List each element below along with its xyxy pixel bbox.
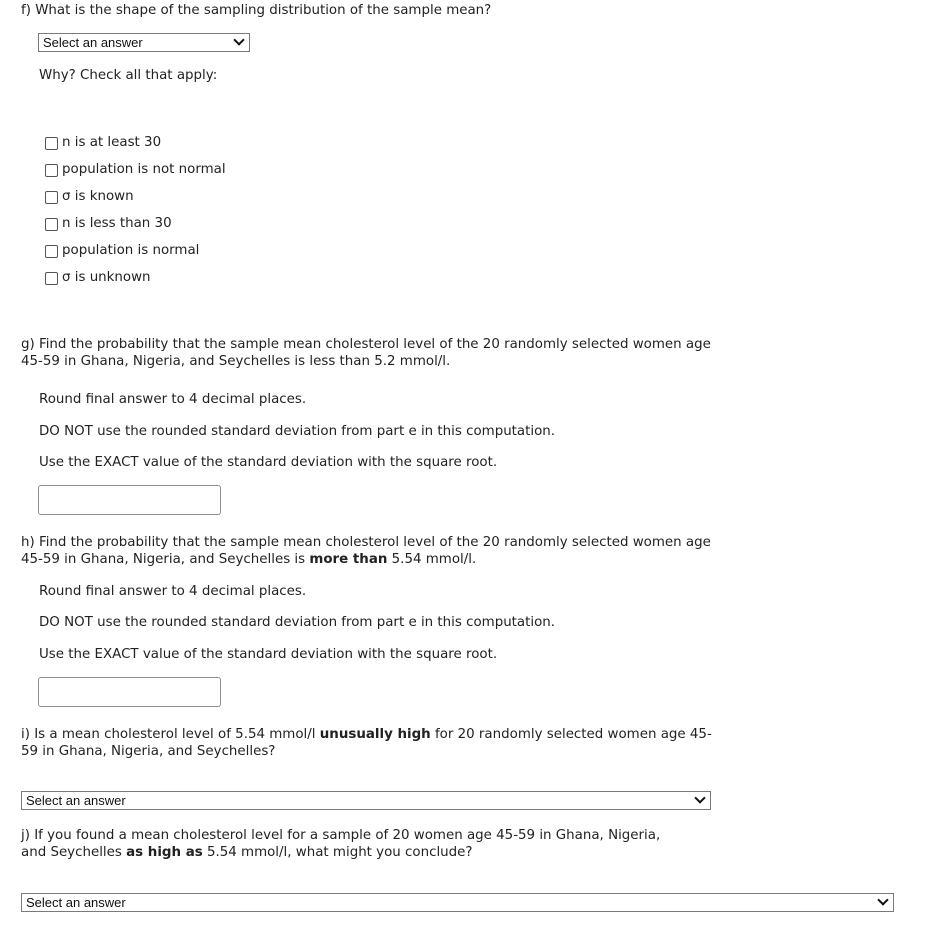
question-i	[21, 726, 716, 760]
checkbox-label: n is at least 30	[62, 135, 162, 150]
question-f: f) What is the shape of the sampling distribution of the sample mean?	[21, 3, 492, 18]
checkbox-label: σ is known	[62, 189, 134, 204]
checkbox-row[interactable]	[45, 270, 151, 286]
question-h	[21, 534, 716, 568]
shape-select-value: Select an answer	[43, 35, 143, 50]
answer-input-h[interactable]	[38, 677, 221, 707]
question-i-text-end: for 20 randomly selected women age 45-59 in Ghana, Nigeria, and Seychelles?	[21, 727, 712, 759]
unusual-select[interactable]	[21, 791, 711, 810]
checkbox-label: n is less than 30	[62, 216, 172, 231]
chevron-down-icon	[694, 792, 705, 803]
question-i-emphasis: unusually high	[319, 727, 431, 742]
checkbox-row[interactable]	[45, 216, 172, 232]
conclusion-select-value: Select an answer	[26, 895, 126, 910]
checkbox-n-at-least-30[interactable]	[45, 137, 58, 150]
checkbox-population-not-normal[interactable]	[45, 164, 58, 177]
checkbox-row[interactable]	[45, 162, 226, 178]
question-h-text-end: 5.54 mmol/l.	[387, 552, 477, 567]
shape-select[interactable]	[38, 33, 250, 52]
question-j	[21, 827, 681, 861]
question-j-emphasis: as high as	[126, 845, 203, 860]
question-g: g) Find the probability that the sample mean cholesterol level of the 20 randomly selected women age 45-59 in Ghana, Nigeria, and Seychelles is less than 5.2 mmol/l.	[21, 337, 711, 369]
exact-sd-note: Use the EXACT value of the standard deviation with the square root.	[39, 455, 498, 470]
rounded-sd-warning: DO NOT use the rounded standard deviation from part e in this computation.	[39, 424, 556, 439]
why-label: Why? Check all that apply:	[39, 68, 218, 83]
round-note: Round final answer to 4 decimal places.	[39, 584, 307, 599]
checkbox-label: σ is unknown	[62, 270, 151, 285]
question-j-text: j) If you found a mean cholesterol level for a sample of 20 women age 45-59 in Ghana, Nigeria, and Seychelles	[21, 828, 661, 860]
rounded-sd-warning: DO NOT use the rounded standard deviation from part e in this computation.	[39, 615, 556, 630]
checkbox-label: population is not normal	[62, 162, 226, 177]
question-h-text: h) Find the probability that the sample mean cholesterol level of the 20 randomly selected women age 45-59 in Ghana, Nigeria, and Seychelles is	[21, 535, 711, 567]
chevron-down-icon	[233, 34, 244, 45]
conclusion-select[interactable]	[21, 893, 894, 912]
checkbox-row[interactable]	[45, 189, 134, 205]
round-note: Round final answer to 4 decimal places.	[39, 392, 307, 407]
checkbox-sigma-unknown[interactable]	[45, 272, 58, 285]
checkbox-label: population is normal	[62, 243, 200, 258]
chevron-down-icon	[877, 894, 888, 905]
checkbox-n-less-than-30[interactable]	[45, 218, 58, 231]
checkbox-population-normal[interactable]	[45, 245, 58, 258]
question-h-emphasis: more than	[309, 552, 388, 567]
unusual-select-value: Select an answer	[26, 793, 126, 808]
question-j-text-end: 5.54 mmol/l, what might you conclude?	[202, 845, 473, 860]
exact-sd-note: Use the EXACT value of the standard deviation with the square root.	[39, 647, 498, 662]
checkbox-sigma-known[interactable]	[45, 191, 58, 204]
checkbox-row[interactable]	[45, 243, 199, 259]
question-i-text: i) Is a mean cholesterol level of 5.54 mmol/l	[21, 727, 320, 742]
checkbox-row[interactable]	[45, 135, 161, 151]
answer-input-g[interactable]	[38, 485, 221, 515]
